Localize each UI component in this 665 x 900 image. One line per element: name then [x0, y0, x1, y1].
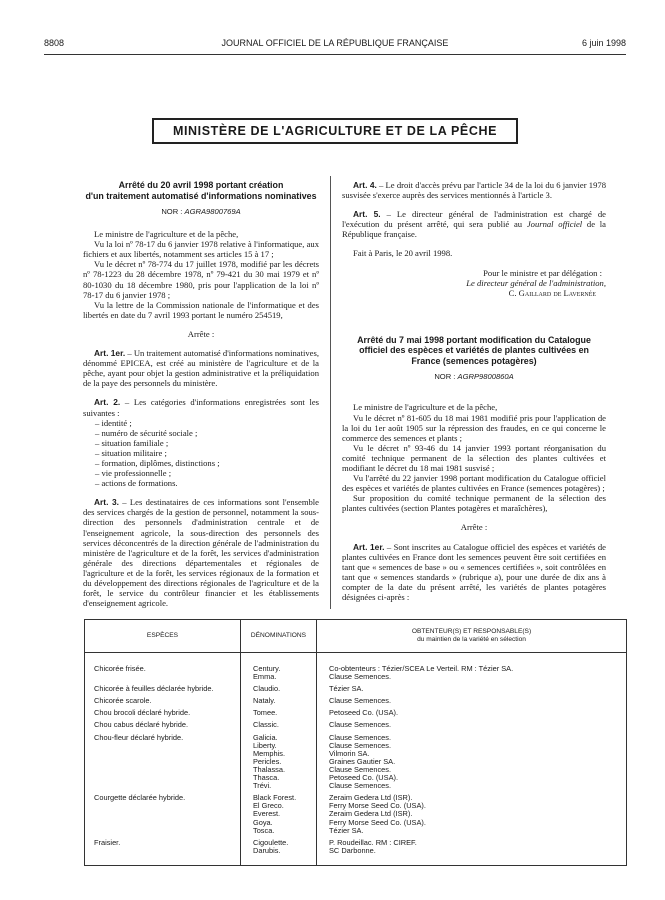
article-text: – Les catégories d'informations enregistrées sont les suivantes : — [83, 397, 319, 418]
obtenteurs-cell — [317, 653, 627, 682]
denominations-cell — [241, 790, 317, 834]
denomination: Thasca. — [253, 773, 280, 783]
article-text: – Le directeur général de l'administration est chargé de l'exécution du présent arrêté, qui sera publié au — [342, 209, 606, 230]
article-text: – Le droit d'accès prévu par l'article 34 de la loi du 6 janvier 1978 susvisée s'exerce auprès des services mentionnés à l'article 3. — [342, 180, 606, 201]
arrete-1-column — [83, 180, 319, 608]
nor-label: NOR : — [434, 372, 458, 382]
page-number: 8808 — [44, 38, 65, 48]
obtenteur: Clause Semences. — [329, 764, 392, 774]
espece-cell: Chicorée scarole. — [85, 693, 241, 705]
obtenteur: SC Darbonne. — [329, 845, 376, 855]
denomination: Goya. — [253, 817, 273, 827]
obtenteurs-cell — [317, 790, 627, 834]
journal-officiel: Journal officiel — [526, 219, 583, 230]
denomination: Claudio. — [253, 684, 281, 694]
obtenteur: Petoseed Co. (USA). — [329, 708, 399, 718]
denomination: Pericles. — [253, 756, 282, 766]
table-row — [85, 730, 627, 791]
denomination: Thalassa. — [253, 764, 286, 774]
table-row — [85, 693, 627, 705]
obtenteur: Zeraim Gedera Ltd (ISR). — [329, 809, 413, 819]
obtenteur: Co-obtenteurs : Tézier/SCEA Le Verteil. RM : Tézier SA. — [329, 664, 514, 673]
espece-cell: Chou-fleur déclaré hybride. — [85, 730, 241, 791]
article-text: – Un traitement automatisé d'informations nominatives, dénommé EPICEA, est créé au ministère de l'agriculture et de la pêche, ayant pour objet la gestion administrative et la préliquidation de la paye des personnels du ministère. — [83, 348, 319, 389]
denomination: Classic. — [253, 720, 279, 730]
denomination: El Greco. — [253, 801, 284, 811]
espece-cell: Fraisier. — [85, 835, 241, 866]
article-label: Art. 2. — [94, 397, 121, 408]
espece-cell: Chicorée à feuilles déclarée hybride. — [85, 681, 241, 693]
fait-a-paris: Fait à Paris, le 20 avril 1998. — [353, 248, 453, 259]
obtenteur: Clause Semences. — [329, 732, 392, 742]
article-text: – Les destinataires de ces informations sont l'ensemble des services chargés de la gestion de personnel, notamment la sous-direction des personnels d'administration centrale et de l'enseignement agricole, la sous-direction des personnels des services déconcentrés de la direction générale de l'administration du ministère de l'agriculture et de la forêt, les services d'administration générale des directions départementales et régionales de l'agriculture et de la forêt, les services régionaux de la formation et du développement des directions régionales de l'agriculture et de la forêt, le service du contrôleur financier et les établissements d'enseignement agricole. — [83, 497, 319, 609]
denominations-cell — [241, 705, 317, 717]
visa: Vu le décret nº 78-774 du 17 juillet 1978, modifié par les décrets nº 78-1223 du 28 décembre 1978, nº 79-421 du 30 mai 1979 et nº 80-1030 du 18 décembre 1980, pris pour l'application de la loi nº 78-17 du 6 janvier 1978 ; — [83, 259, 319, 300]
obtenteurs-cell — [317, 705, 627, 717]
table-row — [85, 705, 627, 717]
arrete-1-title-line-1: Arrêté du 20 avril 1998 portant création — [118, 180, 284, 190]
ministry-title: MINISTÈRE DE L'AGRICULTURE ET DE LA PÊCHE — [172, 124, 498, 138]
visa: Vu la lettre de la Commission nationale de l'informatique et des libertés en date du 7 avril 1993 portant le numéro 254519, — [83, 299, 319, 320]
obtenteur: Clause Semences. — [329, 672, 392, 682]
running-header — [44, 38, 626, 52]
obtenteur: Graines Gautier SA. — [329, 756, 396, 766]
arrete-2-nor — [342, 372, 606, 382]
espece-cell: Chicorée frisée. — [85, 653, 241, 682]
denominations-cell — [241, 693, 317, 705]
article-label: Art. 1er. — [94, 348, 126, 359]
header-obtenteurs-line-2: du maintien de la variété en sélection — [417, 636, 526, 643]
header-denominations: DÉNOMINATIONS — [241, 620, 317, 653]
article-3 — [83, 497, 319, 608]
denomination: Tosca. — [253, 825, 275, 835]
denomination: Galicia. — [253, 732, 278, 742]
obtenteur: Ferry Morse Seed Co. (USA). — [329, 817, 426, 827]
publication-date: 6 juin 1998 — [581, 38, 626, 48]
list-item: – vie professionnelle ; — [95, 468, 172, 479]
signature-line-1: Pour le ministre et par délégation : — [483, 267, 602, 278]
visa: Le ministre de l'agriculture et de la pêche, — [353, 402, 498, 413]
article-text: – Sont inscrites au Catalogue officiel des espèces et variétés de plantes cultivées en France dont les semences peuvent être soit certifiées en tant que « semences de base » ou « semences certifiées », soit contrôlées en tant que « semences standards » (rubrique a), pour une durée de dix ans à compter de la date du présent arrêté, les variétés de plantes potagères désignées ci-après : — [342, 541, 606, 603]
espece-cell: Chou cabus déclaré hybride. — [85, 717, 241, 729]
obtenteur: Clause Semences. — [329, 781, 392, 791]
denomination: Nataly. — [253, 696, 276, 706]
obtenteurs-cell — [317, 717, 627, 729]
article-text: de la République française. — [342, 219, 606, 240]
visa: Sur proposition du comité technique permanent de la sélection des plantes cultivées (section Plantes potagères et maraîchères), — [342, 493, 606, 514]
denominations-cell — [241, 717, 317, 729]
header-especes: ESPÈCES — [85, 620, 241, 653]
denomination: Cigoulette. — [253, 837, 289, 847]
obtenteurs-cell — [317, 681, 627, 693]
nor-code: AGRA9800769A — [184, 207, 241, 216]
article-label: Art. 4. — [353, 180, 377, 190]
arrete-1-title-line-2: d'un traitement automatisé d'informations nominatives — [85, 190, 317, 201]
table-row — [85, 653, 627, 682]
arrete-word: Arrête : — [460, 522, 488, 533]
obtenteur: Clause Semences. — [329, 696, 392, 706]
article-label: Art. 1er. — [353, 541, 385, 552]
nor-label: NOR : — [161, 207, 185, 216]
obtenteur: Ferry Morse Seed Co. (USA). — [329, 801, 426, 811]
journal-title: JOURNAL OFFICIEL DE LA RÉPUBLIQUE FRANÇAISE — [221, 38, 449, 48]
list-item: – situation militaire ; — [95, 447, 167, 458]
column-divider — [330, 176, 331, 609]
espece-cell: Chou brocoli déclaré hybride. — [85, 705, 241, 717]
visa: Le ministre de l'agriculture et de la pêche, — [94, 229, 239, 240]
list-item: – numéro de sécurité sociale ; — [95, 427, 198, 438]
denomination: Memphis. — [253, 748, 286, 758]
denomination: Tomee. — [253, 708, 278, 718]
denomination: Emma. — [253, 672, 277, 682]
right-column — [342, 180, 606, 602]
obtenteur: Petoseed Co. (USA). — [329, 773, 399, 783]
arrete-2-title-line-3: France (semences potagères) — [411, 355, 537, 366]
arrete-2-title-line-1: Arrêté du 7 mai 1998 portant modification du Catalogue — [357, 334, 591, 345]
table-row — [85, 790, 627, 834]
denominations-cell — [241, 681, 317, 693]
table-row — [85, 717, 627, 729]
header-rule — [44, 54, 626, 55]
list-item: – actions de formations. — [95, 478, 178, 489]
article-4 — [342, 180, 606, 200]
denomination: Century. — [253, 664, 281, 673]
obtenteur: Clause Semences. — [329, 720, 392, 730]
denominations-cell — [241, 730, 317, 791]
obtenteur: Tézier SA. — [329, 825, 364, 835]
denomination: Black Forest. — [253, 793, 297, 803]
signature-line-2: Le directeur général de l'administration, — [466, 277, 606, 288]
table-header-row — [85, 620, 627, 653]
obtenteur: P. Roudeillac. RM : CIREF. — [329, 837, 417, 847]
arrete-2-article-1 — [342, 542, 606, 603]
denominations-cell — [241, 835, 317, 866]
obtenteur: Vilmorin SA. — [329, 748, 370, 758]
ministry-title-box — [152, 118, 518, 144]
visa: Vu la loi nº 78-17 du 6 janvier 1978 relative à l'informatique, aux fichiers et aux libertés, notamment ses articles 15 à 17 ; — [83, 239, 319, 260]
obtenteur: Clause Semences. — [329, 740, 392, 750]
nor-code: AGRP9800860A — [457, 372, 514, 382]
denomination: Trévi. — [253, 781, 272, 791]
article-1 — [83, 348, 319, 388]
obtenteurs-cell — [317, 730, 627, 791]
espece-cell: Courgette déclarée hybride. — [85, 790, 241, 834]
denominations-cell — [241, 653, 317, 682]
obtenteurs-cell — [317, 693, 627, 705]
denomination: Darubis. — [253, 845, 281, 855]
categories-list — [83, 418, 319, 489]
obtenteurs-cell — [317, 835, 627, 866]
obtenteur: Zeraim Gedera Ltd (ISR). — [329, 793, 413, 803]
arrete-word: Arrête : — [187, 328, 215, 339]
visa: Vu le décret nº 93-46 du 14 janvier 1993 portant réorganisation du comité technique permanent de la sélection des plantes cultivées et modifiant le décret du 18 mai 1981 susvisé ; — [342, 442, 606, 473]
header-obtenteurs-line-1: OBTENTEUR(S) ET RESPONSABLE(S) — [411, 627, 532, 635]
list-item: – formation, diplômes, distinctions ; — [95, 457, 220, 468]
signature-name: C. Gaillard de Lavernée — [508, 287, 596, 298]
article-2 — [83, 397, 319, 417]
list-item: – identité ; — [95, 417, 132, 428]
obtenteur: Tézier SA. — [329, 684, 364, 694]
header-obtenteurs — [317, 620, 627, 653]
article-label: Art. 5. — [353, 209, 381, 220]
visa: Vu l'arrêté du 22 janvier 1998 portant modification du Catalogue officiel des espèces et variétés de plantes cultivées en France (semences potagères) ; — [342, 473, 606, 494]
table-row — [85, 835, 627, 866]
list-item: – situation familiale ; — [95, 437, 169, 448]
visa: Vu le décret nº 81-605 du 18 mai 1981 modifié pris pour l'application de la loi du 1er août 1905 sur la répression des fraudes, en ce qui concerne le commerce des semences et plants ; — [342, 412, 606, 443]
arrete-2-title-line-2: officiel des espèces et variétés de plantes cultivées en — [359, 345, 589, 356]
arrete-1-nor — [83, 207, 319, 217]
article-5 — [342, 209, 606, 239]
denomination: Everest. — [253, 809, 281, 819]
article-label: Art. 3. — [94, 497, 119, 508]
varieties-table — [84, 619, 627, 866]
table-row — [85, 681, 627, 693]
denomination: Liberty. — [253, 740, 277, 750]
